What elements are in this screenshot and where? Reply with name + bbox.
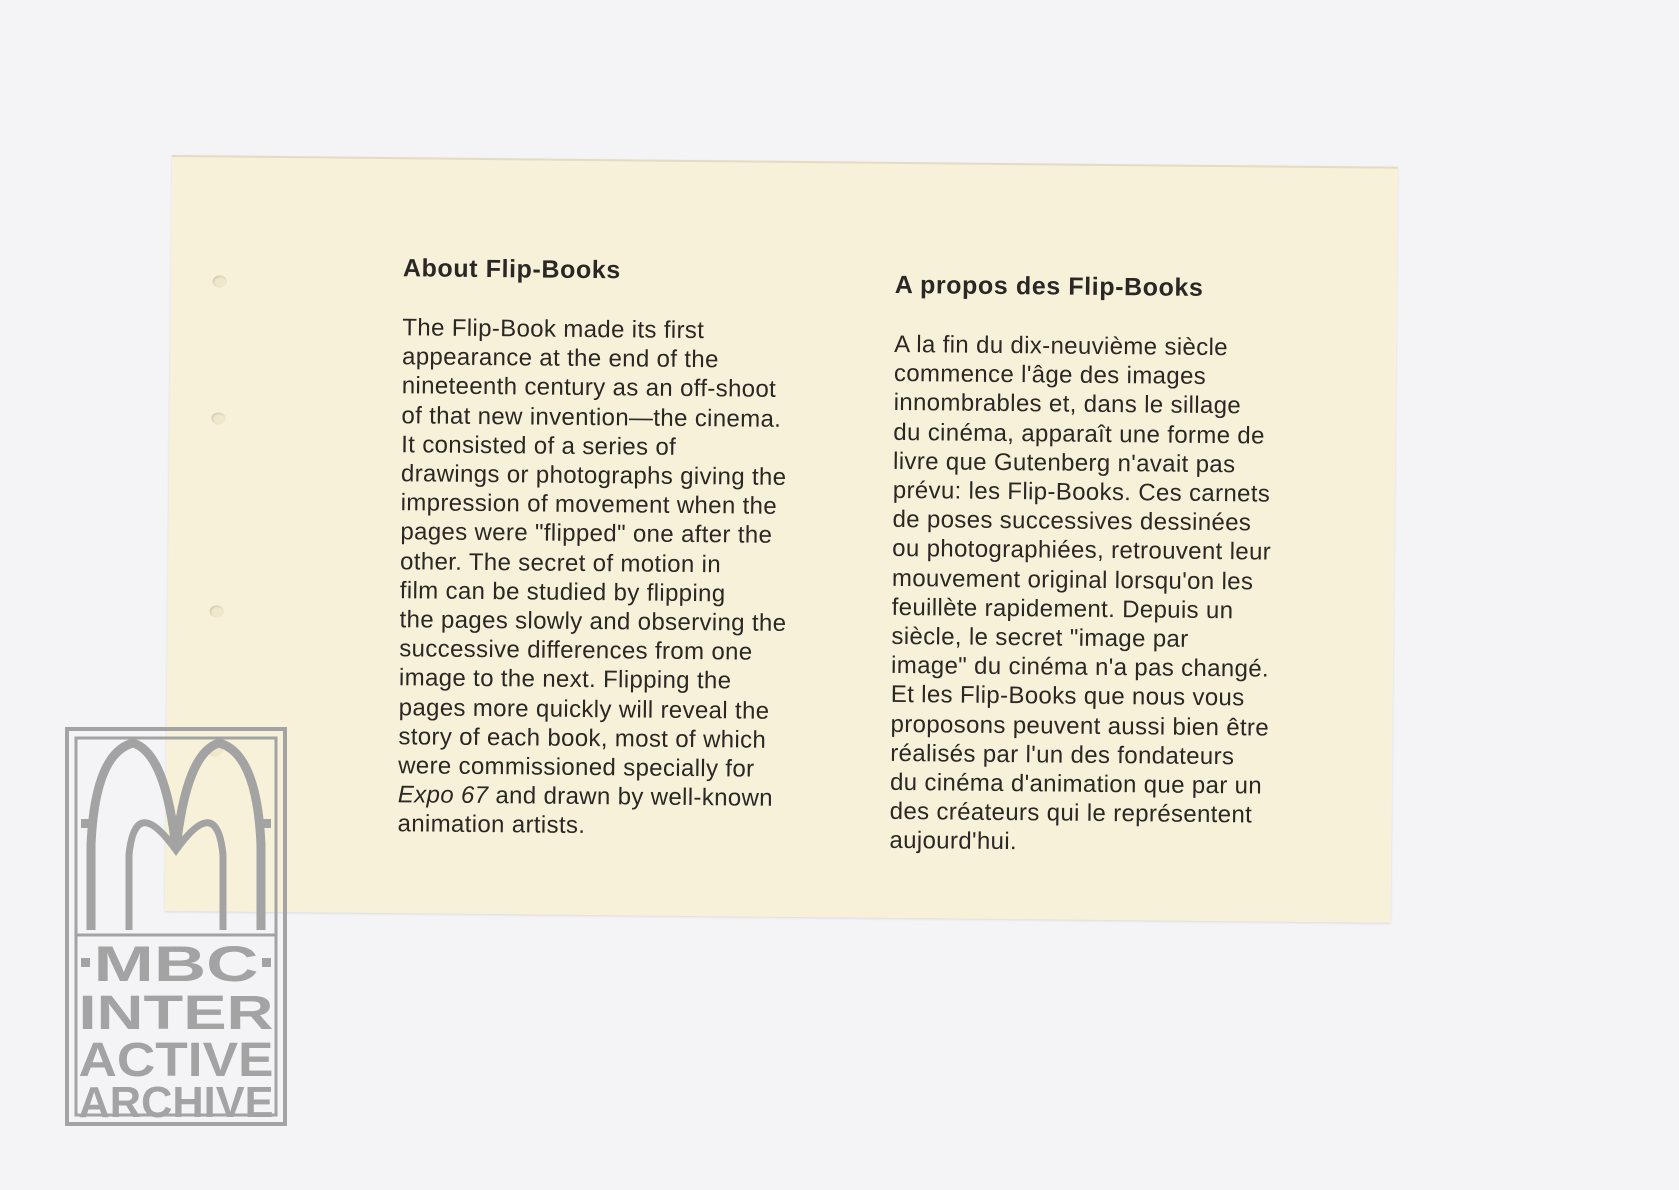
text-line: aujourd'hui.: [889, 827, 1018, 856]
text-line: pages more quickly will reveal the: [398, 693, 770, 725]
expo-rest: and drawn by well-known: [488, 782, 774, 813]
text-line: successive differences from one: [399, 635, 753, 666]
text-line: It consisted of a series of: [401, 431, 677, 461]
logo-line-active: ACTIVE: [78, 1034, 274, 1087]
expo-title: Expo 67: [397, 781, 489, 810]
text-line: drawings or photographs giving the: [400, 460, 787, 491]
text-line: innombrables et, dans le sillage: [893, 389, 1242, 420]
text-line: other. The secret of motion in: [399, 547, 722, 578]
text-line: the pages slowly and observing the: [399, 606, 787, 637]
text-line: livre que Gutenberg n'avait pas: [892, 447, 1236, 479]
text-line: nineteenth century as an off-shoot: [401, 372, 777, 404]
logo-line-archive: ARCHIVE: [78, 1078, 274, 1127]
info-card: [165, 155, 1398, 923]
punch-hole: [210, 605, 224, 617]
text-line: feuillète rapidement. Depuis un: [891, 593, 1234, 625]
english-paragraph: [397, 313, 872, 843]
logo-line-mbc: MBC: [93, 936, 259, 992]
english-heading: About Flip-Books: [402, 254, 621, 285]
text-line: de poses successives dessinées: [892, 506, 1252, 537]
text-line: animation artists.: [397, 810, 586, 840]
text-line: Et les Flip-Books que nous vous: [890, 681, 1245, 712]
text-line: impression of movement when the: [400, 489, 778, 521]
text-line: ou photographiées, retrouvent leur: [892, 535, 1272, 566]
text-line: réalisés par l'un des fondateurs: [890, 739, 1235, 771]
text-line: commence l'âge des images: [893, 360, 1207, 391]
logo-line-inter: INTER: [78, 987, 274, 1040]
text-line: mouvement original lorsqu'on les: [891, 564, 1254, 596]
text-line: appearance at the end of the: [401, 343, 719, 374]
text-line: prévu: les Flip-Books. Ces carnets: [892, 476, 1271, 508]
english-column: [397, 254, 873, 843]
text-line: A la fin du dix-neuvième siècle: [894, 330, 1229, 362]
text-line: siècle, le secret "image par: [891, 622, 1189, 653]
text-line: pages were "flipped" one after the: [400, 518, 773, 550]
mbc-archive-logo: [63, 725, 289, 1128]
text-line: des créateurs qui le représentent: [889, 798, 1253, 829]
text-line: proposons peuvent aussi bien être: [890, 710, 1270, 742]
french-heading: A propos des Flip-Books: [894, 270, 1204, 302]
logo-arch-icon: [91, 743, 261, 930]
french-paragraph: [889, 330, 1364, 860]
text-line: story of each book, most of which: [398, 723, 767, 754]
text-line-expo: [398, 780, 868, 814]
text-line: image" du cinéma n'a pas changé.: [891, 652, 1270, 683]
punch-hole: [211, 412, 225, 424]
french-column: [889, 271, 1365, 860]
text-line: of that new invention—the cinema.: [401, 401, 782, 433]
text-line: du cinéma d'animation que par un: [889, 768, 1263, 800]
text-line: The Flip-Book made its first: [402, 314, 705, 345]
punch-hole: [213, 275, 227, 287]
text-line: image to the next. Flipping the: [398, 664, 732, 695]
text-line: film can be studied by flipping: [399, 577, 726, 608]
text-line: du cinéma, apparaît une forme de: [893, 418, 1265, 450]
text-line: were commissioned specially for: [398, 752, 755, 783]
